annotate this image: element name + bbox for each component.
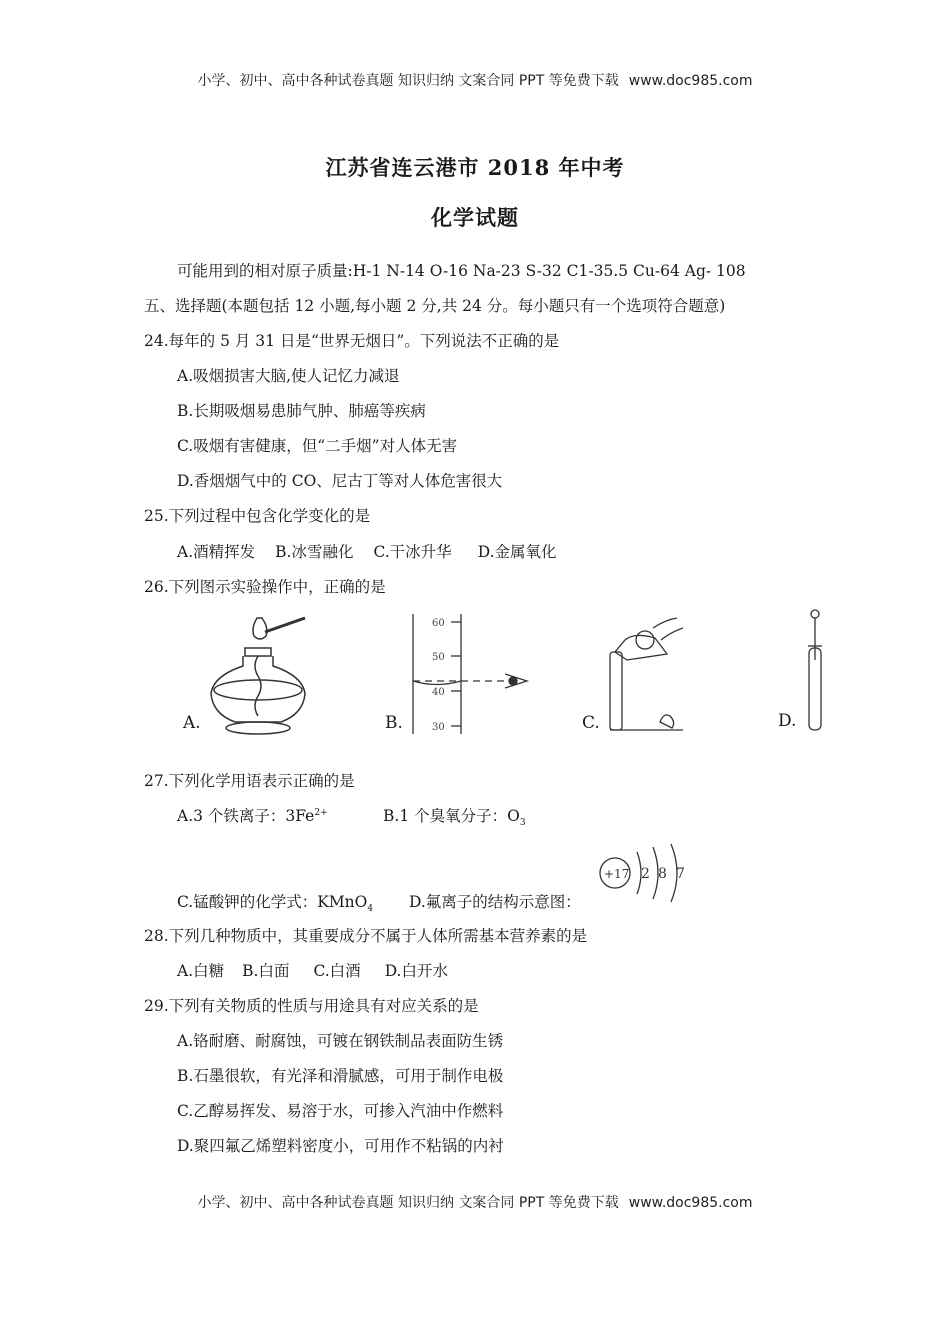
q24-option-c: C.吸烟有害健康，但“二手烟”对人体无害 <box>177 437 458 455</box>
question-28-stem: 28.下列几种物质中，其重要成分不属于人体所需基本营养素的是 <box>144 927 588 945</box>
q25-option-a: A.酒精挥发 <box>177 543 256 561</box>
q25-option-c: C.干冰升华 <box>373 543 452 561</box>
q27-option-b: B.1 个臭氧分子：$O_3$ <box>383 807 526 829</box>
svg-text:7: 7 <box>676 866 685 882</box>
q24-option-a: A.吸烟损害大脑,使人记忆力减退 <box>177 367 400 385</box>
section-heading: 五、选择题(本题包括 12 小题,每小题 2 分,共 24 分。每小题只有一个选项符合题意) <box>144 297 726 315</box>
q28-options <box>177 959 468 981</box>
svg-text:50: 50 <box>432 652 445 663</box>
q28-option-d: D.白开水 <box>384 962 448 980</box>
question-24-stem: 24.每年的 5 月 31 日是“世界无烟日”。下列说法不正确的是 <box>144 332 560 350</box>
watermark-text: 小学、初中、高中各种试卷真题 知识归纳 文案合同 PPT 等免费下载 <box>197 1195 619 1211</box>
question-25-stem: 25.下列过程中包含化学变化的是 <box>144 507 371 525</box>
svg-text:40: 40 <box>432 687 445 698</box>
q28-option-c: C.白酒 <box>313 962 361 980</box>
question-29-stem: 29.下列有关物质的性质与用途具有对应关系的是 <box>144 997 479 1015</box>
figure-c-label: C. <box>582 713 600 733</box>
q29-option-c: C.乙醇易挥发、易溶于水，可掺入汽油中作燃料 <box>177 1102 504 1120</box>
q24-option-b: B.长期吸烟易患肺气肿、肺癌等疾病 <box>177 402 426 420</box>
q28-option-a: A.白糖 <box>177 962 225 980</box>
figure-a-label: A. <box>183 713 201 733</box>
atomic-masses: 可能用到的相对原子质量:H-1 N-14 O-16 Na-23 S-32 C1-35.5 Cu-64 Ag- 108 <box>177 262 746 280</box>
svg-text:8: 8 <box>658 866 667 882</box>
footer-watermark <box>0 1192 950 1212</box>
exam-title: 江苏省连云港市 2018 年中考 <box>325 155 625 180</box>
question-26-stem: 26.下列图示实验操作中，正确的是 <box>144 578 386 596</box>
header-watermark <box>0 70 950 90</box>
watermark-site-link[interactable]: www.doc985.com <box>628 73 753 89</box>
exam-subtitle: 化学试题 <box>431 205 519 230</box>
svg-text:+17: +17 <box>604 867 630 881</box>
dropper-test-tube-icon <box>802 608 832 733</box>
q27-option-c: C.锰酸钾的化学式：KMnO$_4$ <box>177 893 374 915</box>
q25-option-d: D.金属氧化 <box>477 543 557 561</box>
figure-b-label: B. <box>385 713 403 733</box>
q24-option-d: D.香烟烟气中的 CO、尼古丁等对人体危害很大 <box>177 472 503 490</box>
svg-text:30: 30 <box>432 722 445 733</box>
pouring-reagent-icon <box>605 610 695 735</box>
atom-structure-diagram <box>595 842 695 904</box>
alcohol-lamp-icon <box>205 610 315 740</box>
figure-d-label: D. <box>778 711 797 731</box>
graduated-cylinder-icon <box>405 612 535 737</box>
watermark-text: 小学、初中、高中各种试卷真题 知识归纳 文案合同 PPT 等免费下载 <box>197 73 619 89</box>
q28-option-b: B.白面 <box>242 962 290 980</box>
q29-option-a: A.铬耐磨、耐腐蚀，可镀在钢铁制品表面防生锈 <box>177 1032 504 1050</box>
q25-option-b: B.冰雪融化 <box>275 543 354 561</box>
question-27-stem: 27.下列化学用语表示正确的是 <box>144 772 355 790</box>
q27-option-a: A.3 个铁离子：$3Fe^{2+}$ <box>177 807 328 825</box>
svg-text:60: 60 <box>432 618 445 629</box>
q29-option-b: B.石墨很软，有光泽和滑腻感，可用于制作电极 <box>177 1067 504 1085</box>
watermark-site-link[interactable]: www.doc985.com <box>628 1195 753 1211</box>
svg-text:2: 2 <box>641 866 650 882</box>
q25-options <box>177 540 577 562</box>
q29-option-d: D.聚四氟乙烯塑料密度小，可用作不粘锅的内衬 <box>177 1137 504 1155</box>
q27-option-d: D.氟离子的结构示意图： <box>409 893 581 911</box>
